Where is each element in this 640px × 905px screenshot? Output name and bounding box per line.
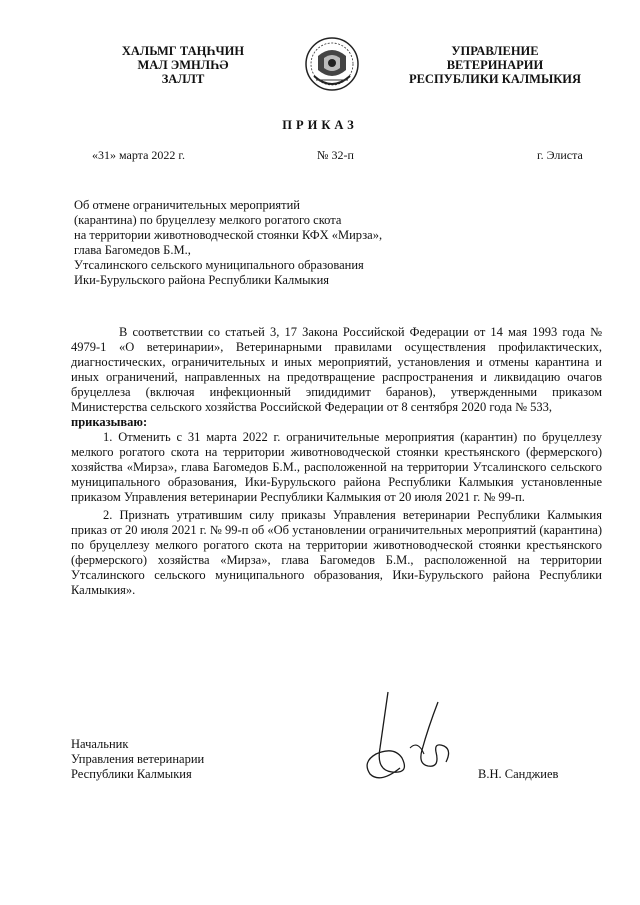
signer-name: В.Н. Санджиев [478,767,559,781]
header-right-line: УПРАВЛЕНИЕ [451,44,539,58]
subject-line: Утсалинского сельского муниципального образования [74,258,364,272]
preamble-paragraph: В соответствии со статьей 3, 17 Закона Российской Федерации от 14 мая 1993 года № 4979-1 «О ветеринарии», Ветеринарными правилами осуществления профилактических, диагностических, ограничительных и иных мероприятий, установления и отмены карантина и иных ограничений, направленных на предотвращение распространения и ликвидацию очагов бруцеллеза (включая инфекционный эпидидимит баранов), утвержденными приказом Министерства сельского хозяйства Российской Федерации от 8 сентября 2020 года № 533, [71,325,602,414]
order-city: г. Элиста [537,148,583,162]
subject-line: (карантина) по бруцеллезу мелкого рогатого скота [74,213,342,227]
order-item-2: 2. Признать утратившим силу приказы Управления ветеринарии Республики Калмыкия приказ от 20 июля 2021 г. № 99-п об «Об установлении ограничительных мероприятий (карантина) по бруцеллезу мелкого рогатого скота на территории животноводческой стоянки крестьянского (фермерского) хозяйства «Мирза», глава Багомедов Б.М., расположенной на территории Утсалинского сельского муниципального образования, Ики-Бурульского района Республики Калмыкия». [71,508,602,597]
header-left-line: ЗАЛЛТ [161,72,205,86]
subject-line: глава Багомедов Б.М., [74,243,191,257]
handwritten-signature-icon [340,688,480,788]
subject-line: Об отмене ограничительных мероприятий [74,198,301,212]
signatory-line: Управления ветеринарии [71,752,205,766]
subject-block [74,198,494,288]
coat-of-arms-emblem-icon [304,36,360,94]
subject-line: Ики-Бурульского района Республики Калмыкия [74,273,330,287]
signatory-line: Начальник [71,737,129,751]
header-right-line: ВЕТЕРИНАРИИ [446,58,544,72]
signatory-block [71,737,204,782]
order-item-1: 1. Отменить с 31 марта 2022 г. ограничительные мероприятия (карантин) по бруцеллезу мелкого рогатого скота на территории животноводческой стоянки крестьянского (фермерского) хозяйства «Мирза», глава Багомедов Б.М., расположенной на территории Утсалинского сельского муниципального образования, Ики-Бурульского района Республики Калмыкия установленные приказом Управления ветеринарии Республики Калмыкия от 20 июля 2021 г. № 99-п. [71,430,602,504]
subject-line: на территории животноводческой стоянки КФХ «Мирза», [74,228,383,242]
order-word: приказываю: [71,415,148,429]
header-right-line: РЕСПУБЛИКИ КАЛМЫКИЯ [408,72,582,86]
order-number: № 32-п [317,148,354,162]
document-title: ПРИКАЗ [282,118,358,132]
header-left-line: ХАЛЬМГ ТАҢҺЧИН [121,44,245,58]
header-left-line: МАЛ ЭМНЛҺӘ [137,58,229,72]
header-left-block [88,44,278,86]
order-date: «31» марта 2022 г. [92,148,185,162]
header-right-block [395,44,595,86]
order-body [71,325,602,598]
signatory-line: Республики Калмыкия [71,767,192,781]
